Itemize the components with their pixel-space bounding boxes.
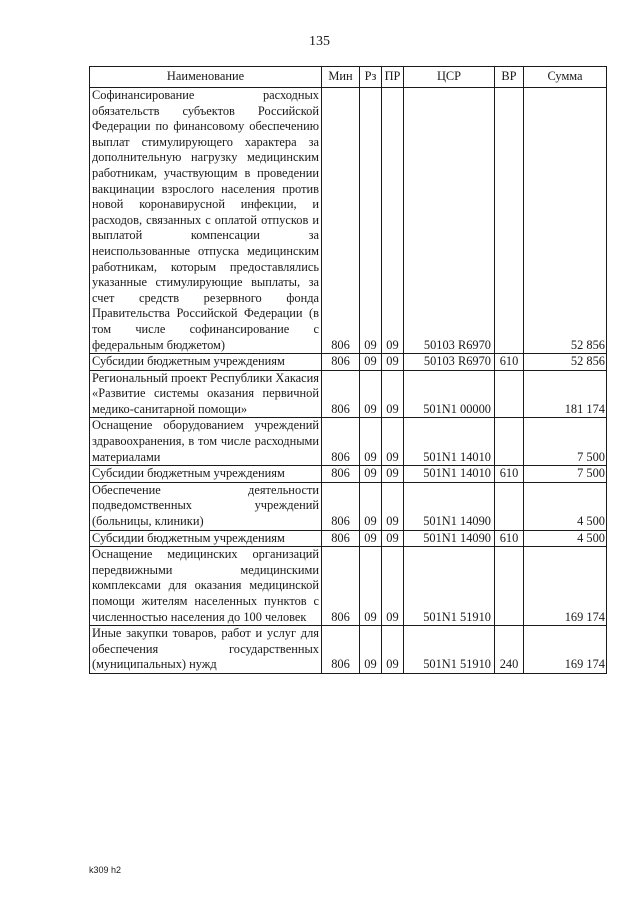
row-min: 806 (322, 482, 360, 530)
row-pr: 09 (382, 626, 404, 674)
header-name: Наименование (90, 67, 322, 88)
row-sum: 52 856 (524, 354, 607, 371)
table-row (90, 466, 607, 483)
table-header-row (90, 67, 607, 88)
budget-table (89, 66, 607, 674)
row-rz: 09 (360, 626, 382, 674)
row-sum: 169 174 (524, 626, 607, 674)
row-vr (495, 482, 524, 530)
row-min: 806 (322, 530, 360, 547)
row-rz: 09 (360, 466, 382, 483)
row-name: Иные закупки товаров, работ и услуг для обеспечения государственных (муниципальных) нужд (90, 626, 322, 674)
row-vr (495, 547, 524, 626)
row-pr: 09 (382, 418, 404, 466)
row-sum: 7 500 (524, 418, 607, 466)
row-name: Обеспечение деятельности подведомственных учреждений (больницы, клиники) (90, 482, 322, 530)
table-row (90, 626, 607, 674)
row-csr: 501N1 00000 (404, 370, 495, 418)
row-min: 806 (322, 418, 360, 466)
header-sum: Сумма (524, 67, 607, 88)
row-min: 806 (322, 466, 360, 483)
row-csr: 501N1 51910 (404, 626, 495, 674)
table-row (90, 88, 607, 354)
row-vr (495, 370, 524, 418)
row-sum: 52 856 (524, 88, 607, 354)
table-row (90, 547, 607, 626)
row-pr: 09 (382, 88, 404, 354)
row-csr: 501N1 14090 (404, 530, 495, 547)
row-min: 806 (322, 370, 360, 418)
row-pr: 09 (382, 466, 404, 483)
page-number: 135 (309, 34, 330, 49)
row-sum: 4 500 (524, 482, 607, 530)
row-vr: 240 (495, 626, 524, 674)
table-row (90, 482, 607, 530)
row-pr: 09 (382, 482, 404, 530)
row-sum: 169 174 (524, 547, 607, 626)
row-vr: 610 (495, 530, 524, 547)
table-row (90, 530, 607, 547)
row-csr: 501N1 14010 (404, 466, 495, 483)
table-row (90, 418, 607, 466)
row-vr (495, 418, 524, 466)
row-rz: 09 (360, 370, 382, 418)
row-pr: 09 (382, 547, 404, 626)
row-rz: 09 (360, 88, 382, 354)
footer-code: k309 h2 (89, 865, 122, 875)
row-name: Оснащение оборудованием учреждений здравоохранения, в том числе расходными материалами (90, 418, 322, 466)
row-vr (495, 88, 524, 354)
header-rz: Рз (360, 67, 382, 88)
row-csr: 50103 R6970 (404, 88, 495, 354)
row-rz: 09 (360, 530, 382, 547)
row-min: 806 (322, 547, 360, 626)
row-sum: 4 500 (524, 530, 607, 547)
row-csr: 501N1 51910 (404, 547, 495, 626)
row-rz: 09 (360, 547, 382, 626)
row-sum: 7 500 (524, 466, 607, 483)
row-min: 806 (322, 88, 360, 354)
header-min: Мин (322, 67, 360, 88)
row-min: 806 (322, 626, 360, 674)
row-rz: 09 (360, 482, 382, 530)
row-csr: 501N1 14010 (404, 418, 495, 466)
row-min: 806 (322, 354, 360, 371)
row-sum: 181 174 (524, 370, 607, 418)
row-name: Субсидии бюджетным учреждениям (90, 466, 322, 483)
row-name: Субсидии бюджетным учреждениям (90, 530, 322, 547)
row-name: Региональный проект Республики Хакасия «Развитие системы оказания первичной медико-санитарной помощи» (90, 370, 322, 418)
row-vr: 610 (495, 466, 524, 483)
table-row (90, 354, 607, 371)
row-rz: 09 (360, 354, 382, 371)
row-vr: 610 (495, 354, 524, 371)
row-rz: 09 (360, 418, 382, 466)
row-name: Софинансирование расходных обязательств субъектов Российской Федерации по финансовому обеспечению выплат стимулирующего характера за дополнительную нагрузку медицинским работникам, участвующим в проведении вакцинации взрослого населения против новой коронавирусной инфекции, и расходов, связанных с оплатой отпусков и выплатой компенсации за неиспользованные отпуска медицинским работникам, которым предоставлялись указанные стимулирующие выплаты, за счет средств резервного фонда Правительства Российской Федерации (в том числе софинансирование с федеральным бюджетом) (90, 88, 322, 354)
table-row (90, 370, 607, 418)
header-pr: ПР (382, 67, 404, 88)
header-vr: ВР (495, 67, 524, 88)
row-pr: 09 (382, 354, 404, 371)
row-pr: 09 (382, 530, 404, 547)
row-csr: 50103 R6970 (404, 354, 495, 371)
row-pr: 09 (382, 370, 404, 418)
header-csr: ЦСР (404, 67, 495, 88)
row-name: Оснащение медицинских организаций передвижными медицинскими комплексами для оказания медицинской помощи жителям населенных пунктов с численностью населения до 100 человек (90, 547, 322, 626)
row-csr: 501N1 14090 (404, 482, 495, 530)
row-name: Субсидии бюджетным учреждениям (90, 354, 322, 371)
